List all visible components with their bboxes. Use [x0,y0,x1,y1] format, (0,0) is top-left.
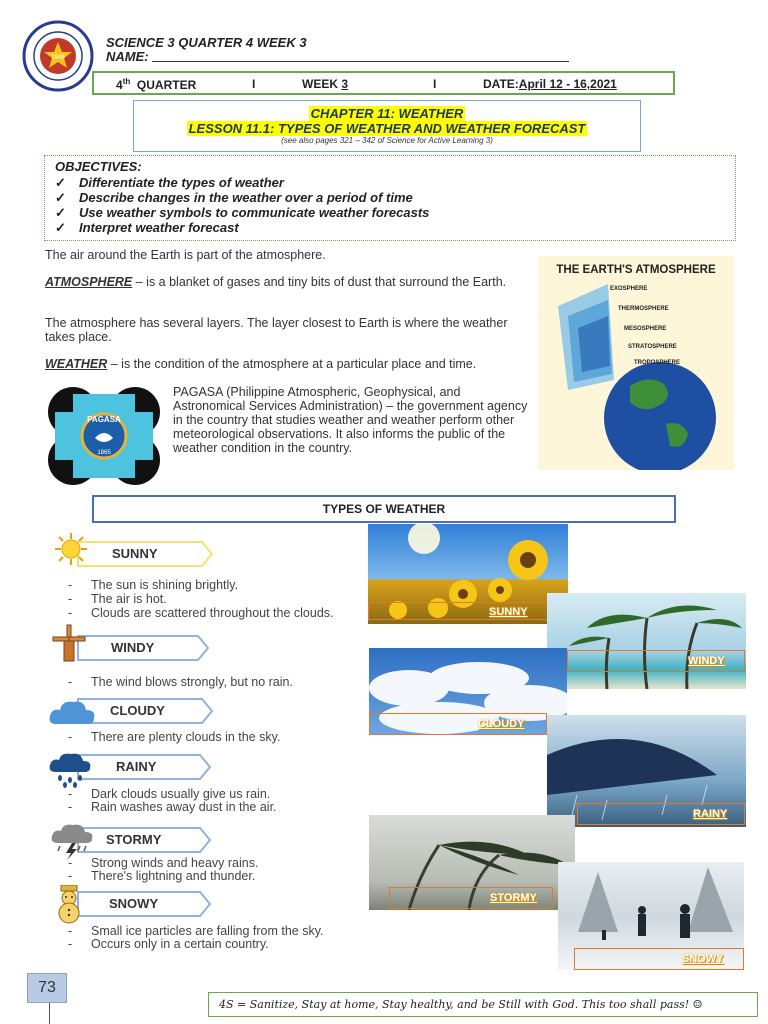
svg-text:TROPOSPHERE: TROPOSPHERE [634,360,681,366]
intro-text: The air around the Earth is part of the atmosphere. [45,248,326,262]
chapter-box [133,100,641,152]
worksheet-title: SCIENCE 3 QUARTER 4 WEEK 3 [106,35,307,50]
bullet-item: - Strong winds and heavy rains. [68,856,259,870]
date-info: DATE:April 12 - 16,2021 [483,77,617,91]
snowman-icon [52,885,86,925]
week-info: WEEK 3 [302,77,349,91]
separator: I [433,77,437,91]
objective-item: ✓ Differentiate the types of weather [55,175,284,190]
separator: I [252,77,256,91]
quarter-info: 4th QUARTER [116,77,197,92]
sunny-photo: SUNNY [368,524,568,624]
name-label: NAME: [106,49,149,64]
stormy-photo: STORMY [369,815,575,910]
weather-label-windy: WINDY [50,635,210,661]
svg-text:1865: 1865 [97,450,111,456]
pagasa-text: PAGASA (Philippine Atmospheric, Geophysical, and Astronomical Services Administration) – the government agency in the country that studies weather and weather perform other meteorological observations. It also informs the public of the weather condition in the country. [173,385,528,455]
objective-item: ✓ Interpret weather forecast [55,220,239,235]
page-number: 73 [27,973,67,1003]
bullet-item: - The air is hot. [68,592,167,606]
weather-label-rainy: RAINY [50,754,213,780]
bullet-item: - Rain washes away dust in the air. [68,800,277,814]
svg-text:STRATOSPHERE: STRATOSPHERE [628,344,677,350]
rainy-photo: RAINY [547,715,746,827]
svg-text:THE EARTH'S ATMOSPHERE: THE EARTH'S ATMOSPHERE [556,264,716,276]
objective-item: ✓ Use weather symbols to communicate weather forecasts [55,205,430,220]
bullet-item: - Dark clouds usually give us rain. [68,787,271,801]
svg-text:1946: 1946 [51,55,65,61]
types-heading: TYPES OF WEATHER [92,495,676,523]
name-field[interactable] [152,61,569,62]
bullet-item: - Occurs only in a certain country. [68,937,269,951]
svg-text:MESOSPHERE: MESOSPHERE [624,326,667,332]
svg-text:PAGASA: PAGASA [87,415,121,424]
weather-label-snowy: SNOWY [50,891,213,917]
sun-icon [54,532,88,566]
bullet-item: - There's lightning and thunder. [68,869,256,883]
bullet-item: - The wind blows strongly, but no rain. [68,675,293,689]
earth-atmosphere-image [538,256,734,470]
check-icon: ✓ [55,190,66,205]
footer-motto: 4S = Sanitize, Stay at home, Stay healthy, and be Still with God. This too shall pass! ☺ [208,992,758,1017]
lesson-title: LESSON 11.1: TYPES OF WEATHER AND WEATHER FORECAST [188,121,586,136]
snowy-photo: SNOWY [558,862,744,970]
check-icon: ✓ [55,220,66,235]
weather-label-sunny: SUNNY [50,541,215,567]
reference-note: (see also pages 321 – 342 of Science for Active Learning 3) [281,136,493,145]
quarter-bar [92,71,675,95]
bullet-item: - There are plenty clouds in the sky. [68,730,281,744]
check-icon: ✓ [55,205,66,220]
objectives-box [44,155,736,241]
bullet-item: - Small ice particles are falling from the sky. [68,924,324,938]
check-icon: ✓ [55,175,66,190]
weather-label-cloudy: CLOUDY [50,698,215,724]
windy-photo: WINDY [547,593,746,689]
rain-cloud-icon [48,752,94,788]
svg-text:EXOSPHERE: EXOSPHERE [610,286,648,292]
atmosphere-definition: ATMOSPHERE – is a blanket of gases and tiny bits of dust that surround the Earth. [45,275,507,289]
cloud-icon [48,698,98,726]
bullet-item: - The sun is shining brightly. [68,578,239,592]
bullet-item: - Clouds are scattered throughout the clouds. [68,606,334,620]
weather-definition: WEATHER – is the condition of the atmosphere at a particular place and time. [45,357,477,371]
windmill-icon [50,623,88,663]
pagasa-logo [45,386,163,486]
layers-text: The atmosphere has several layers. The layer closest to Earth is where the weather takes place. [45,316,508,344]
chapter-title: CHAPTER 11: WEATHER [310,106,464,121]
divider [49,1003,50,1024]
school-seal-logo [22,20,94,92]
objective-item: ✓ Describe changes in the weather over a period of time [55,190,413,205]
cloudy-photo: CLOUDY [369,648,567,735]
weather-label-stormy: STORMY [50,827,213,853]
svg-text:THERMOSPHERE: THERMOSPHERE [618,306,669,312]
objectives-heading: OBJECTIVES: [55,159,142,174]
